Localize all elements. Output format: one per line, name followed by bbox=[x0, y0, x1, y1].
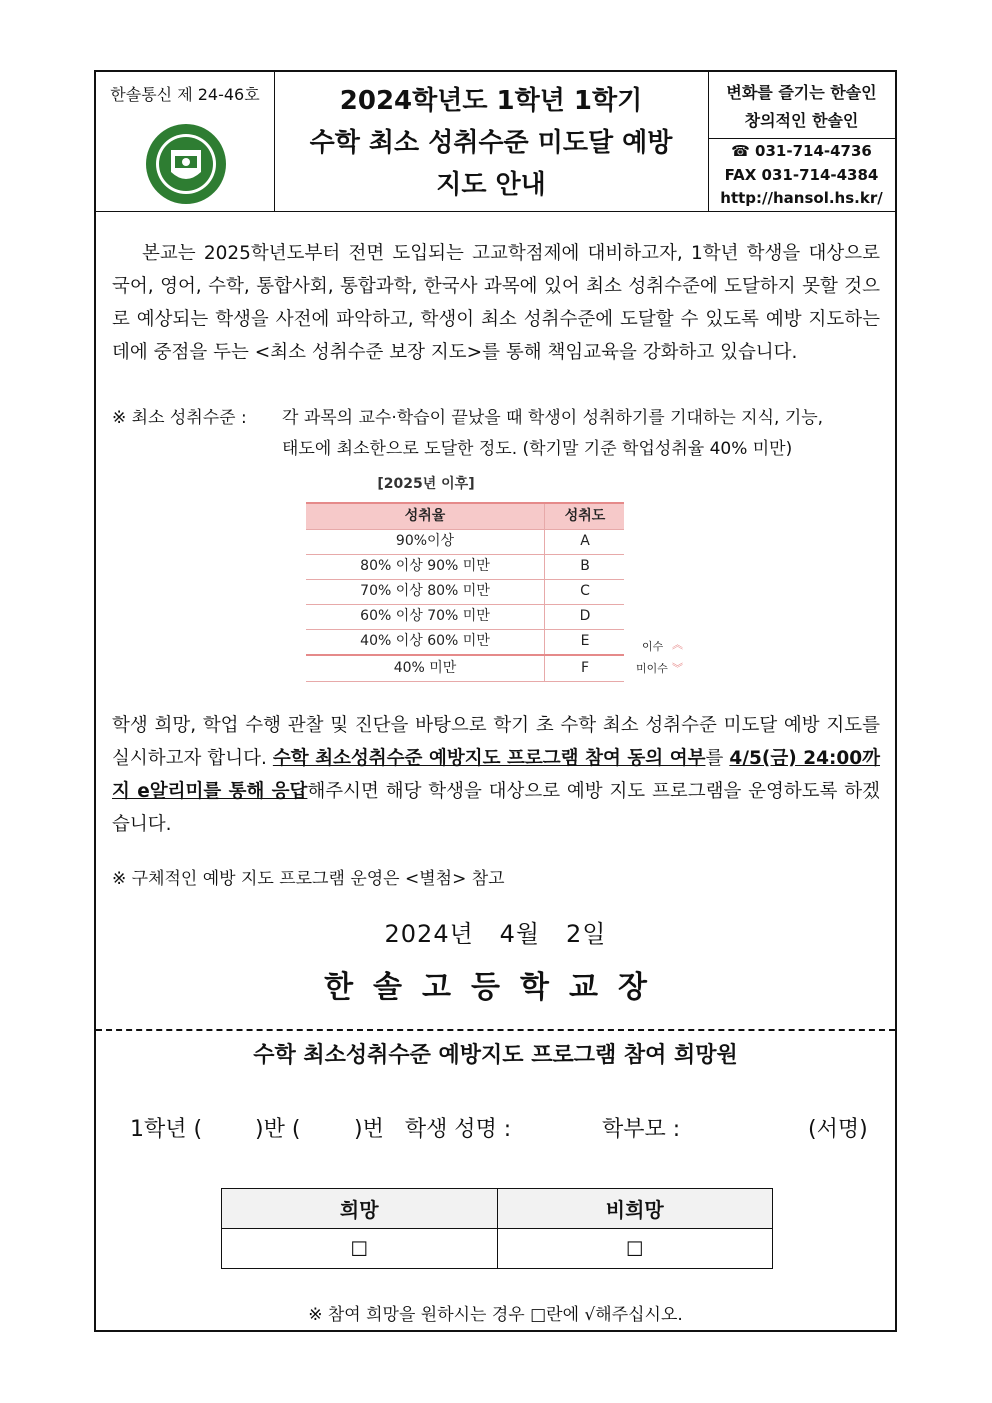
program-text-3: 해주시면 해당 학생을 대상으로 예방 지도 프로그램을 운영하도록 하겠습니다. bbox=[112, 781, 880, 835]
rate-cell: 40% 미만 bbox=[393, 660, 457, 676]
issue-date: 2024년 4월 2일 bbox=[384, 920, 607, 948]
student-name-label: )번 학생 성명 : bbox=[354, 1117, 512, 1142]
grade-table-header bbox=[306, 502, 624, 530]
reference-note: ※ 구체적인 예방 지도 프로그램 운영은 <별첨> 참고 bbox=[112, 869, 505, 889]
rate-cell: 80% 이상 90% 미만 bbox=[360, 558, 490, 574]
grade-cell: C bbox=[544, 579, 625, 604]
grade-cell: D bbox=[544, 604, 625, 629]
header-grade: 성취도 bbox=[544, 504, 625, 529]
website-url: http://hansol.hs.kr/ bbox=[720, 189, 883, 207]
program-text-1: 학생 희망, 학업 수행 관찰 및 진단을 바탕으로 학기 초 수학 최소 성취수준 미도달 예방 지도를 실시하고자 합니다. bbox=[112, 715, 880, 769]
choice-table bbox=[221, 1188, 773, 1269]
program-text-2: 를 bbox=[705, 748, 730, 769]
intro-paragraph: 본교는 2025학년도부터 전면 도입되는 고교학점제에 대비하고자, 1학년 학생을 대상으로 국어, 영어, 수학, 통합사회, 통합과학, 한국사 과목에 있어 최소 성취수준에 도달하지 못할 것으로 예상되는 학생을 사전에 파악하고, 학생이 최소 성취수준에 도달할 수 있도록 예방 지도하는 데에 중점을 두는 <최소 성취수준 보장 지도>를 통해 책임교육을 강화하고 있습니다. bbox=[112, 243, 880, 363]
school-emblem-icon bbox=[144, 122, 228, 206]
form-footnote: ※ 참여 희망을 원하시는 경우 □란에 √해주십시오. bbox=[308, 1305, 683, 1325]
definition-label: ※ 최소 성취수준 : bbox=[112, 408, 247, 428]
checkbox-yes[interactable]: ☐ bbox=[222, 1229, 498, 1269]
grade-cell: B bbox=[544, 554, 625, 579]
chevron-down-icon: ︾ bbox=[672, 662, 683, 675]
cut-line bbox=[96, 1029, 895, 1031]
table-row bbox=[306, 629, 624, 656]
grade-label: 1학년 ( bbox=[130, 1117, 203, 1142]
phone-number: ☎ 031-714-4736 bbox=[731, 142, 872, 160]
motto-1: 변화를 즐기는 한솔인 bbox=[726, 83, 877, 102]
rate-cell: 90%이상 bbox=[395, 533, 455, 549]
rate-cell: 70% 이상 80% 미만 bbox=[360, 583, 490, 599]
motto-2: 창의적인 한솔인 bbox=[744, 111, 859, 130]
consent-emphasis: 수학 최소성취수준 예방지도 프로그램 참여 동의 여부 bbox=[272, 748, 706, 769]
choice-header-yes: 희망 bbox=[222, 1189, 498, 1229]
letterhead-left bbox=[96, 72, 275, 211]
deadline-emphasis: 4/5(금) 24:00까지 e알리미를 통해 응답 bbox=[112, 748, 880, 802]
title-line-3: 지도 안내 bbox=[436, 170, 546, 200]
issue-number: 한솔통신 제 24-46호 bbox=[110, 85, 260, 104]
grade-cell: A bbox=[544, 529, 625, 554]
definition-line-1: 각 과목의 교수·학습이 끝났을 때 학생이 성취하기를 기대하는 지식, 기능, bbox=[282, 408, 824, 428]
table-row bbox=[306, 656, 624, 682]
definition-line-2: 태도에 최소한으로 도달한 정도. (학기말 기준 학업성취율 40% 미만) bbox=[282, 439, 793, 459]
form-title: 수학 최소성취수준 예방지도 프로그램 참여 희망원 bbox=[253, 1043, 738, 1068]
fax-number: FAX 031-714-4384 bbox=[724, 166, 879, 184]
letterhead-title-box bbox=[274, 72, 709, 211]
class-label: )반 ( bbox=[255, 1117, 301, 1142]
title-line-2: 수학 최소 성취수준 미도달 예방 bbox=[309, 128, 673, 158]
table-row bbox=[306, 604, 624, 630]
pass-label: 이수 bbox=[642, 640, 664, 653]
header-rate: 성취율 bbox=[404, 508, 446, 524]
divider bbox=[708, 138, 895, 139]
chevron-up-icon: ︽ bbox=[672, 638, 683, 651]
grade-cell: F bbox=[544, 656, 625, 681]
letterhead-right bbox=[708, 72, 895, 211]
title-line-1: 2024학년도 1학년 1학기 bbox=[339, 86, 643, 116]
letterhead bbox=[96, 72, 895, 212]
fail-label: 미이수 bbox=[636, 662, 668, 675]
principal-name: 한솔고등학교장 bbox=[324, 970, 667, 1005]
checkbox-no[interactable]: ☐ bbox=[497, 1229, 773, 1269]
table-row bbox=[306, 579, 624, 605]
rate-cell: 60% 이상 70% 미만 bbox=[360, 608, 490, 624]
grade-table-caption: [2025년 이후] bbox=[377, 476, 475, 492]
table-row bbox=[306, 529, 624, 555]
rate-cell: 40% 이상 60% 미만 bbox=[360, 633, 490, 649]
grade-cell: E bbox=[544, 629, 625, 654]
table-row bbox=[306, 554, 624, 580]
program-paragraph bbox=[112, 709, 880, 841]
document-title bbox=[274, 80, 708, 206]
choice-header-no: 비희망 bbox=[497, 1189, 773, 1229]
parent-label: 학부모 : bbox=[602, 1117, 681, 1142]
document-frame bbox=[94, 70, 897, 1332]
signature-label: (서명) bbox=[808, 1117, 868, 1142]
